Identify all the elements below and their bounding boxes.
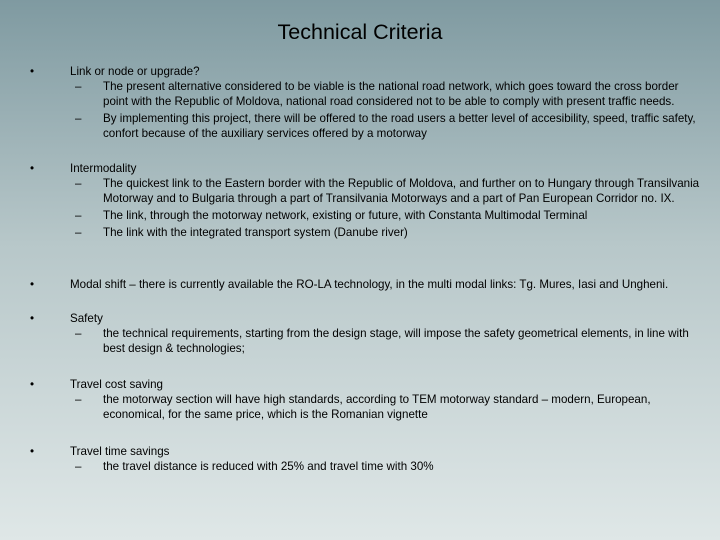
bullet-dot: • — [30, 378, 35, 391]
bullet-dot: • — [30, 445, 35, 458]
bullet-dot: • — [30, 65, 35, 78]
bullet-heading: Link or node or upgrade? — [70, 65, 200, 78]
bullet-heading: Travel cost saving — [70, 378, 163, 391]
bullet-heading: Modal shift — [70, 278, 127, 291]
dash-marker: – — [75, 327, 82, 340]
sub-item-text: The link, through the motorway network, existing or future, with Constanta Multimodal Terminal — [103, 209, 588, 222]
sub-item-text: the travel distance is reduced with 25% and travel time with 30% — [103, 460, 434, 473]
sub-item-text: The quickest link to the Eastern border with the Republic of Moldova, and further on to Hungary through Transilvania Motorway and to Bulgaria through a part of Transilvania Motorways and a part of Pan European Corridor no. IX. — [103, 177, 700, 205]
bullet-dot: • — [30, 312, 35, 325]
sub-item — [70, 176, 706, 206]
dash-marker: – — [75, 209, 82, 222]
dash-marker: – — [75, 226, 82, 239]
slide-title: Technical Criteria — [277, 20, 443, 44]
bullet-heading: Intermodality — [70, 162, 137, 175]
sub-item-text: The present alternative considered to be viable is the national road network, which goes toward the cross border point with the Republic of Moldova, national road considered not to be able to comply with present traffic needs. — [103, 80, 679, 108]
sub-item — [70, 326, 706, 356]
dash-marker: – — [75, 460, 82, 473]
dash-marker: – — [75, 177, 82, 190]
sub-item — [70, 111, 706, 141]
dash-marker: – — [75, 112, 82, 125]
sub-item — [70, 459, 706, 474]
bullet-text: – there is currently available the RO-LA technology, in the multi modal links: Tg. Mures, Iasi and Ungheni. — [126, 278, 669, 291]
sub-item-text: The link with the integrated transport system (Danube river) — [103, 226, 408, 239]
dash-marker: – — [75, 80, 82, 93]
sub-item-text: the motorway section will have high standards, according to TEM motorway standard – modern, European, economical, for the same price, which is the Romanian vignette — [103, 393, 651, 421]
bullet-heading: Travel time savings — [70, 445, 170, 458]
sub-item — [70, 79, 706, 109]
dash-marker: – — [75, 393, 82, 406]
bullet-dot: • — [30, 162, 35, 175]
bullet-dot: • — [30, 278, 35, 291]
sub-item-text: the technical requirements, starting from the design stage, will impose the safety geometrical elements, in line with best design & technologies; — [103, 327, 689, 355]
sub-item-text: By implementing this project, there will be offered to the road users a better level of accesibility, speed, traffic safety, confort because of the auxiliary services offered by a motorway — [103, 112, 696, 140]
sub-item — [70, 392, 706, 422]
sub-item — [70, 225, 706, 240]
sub-item — [70, 208, 706, 223]
bullet-heading: Safety — [70, 312, 103, 325]
